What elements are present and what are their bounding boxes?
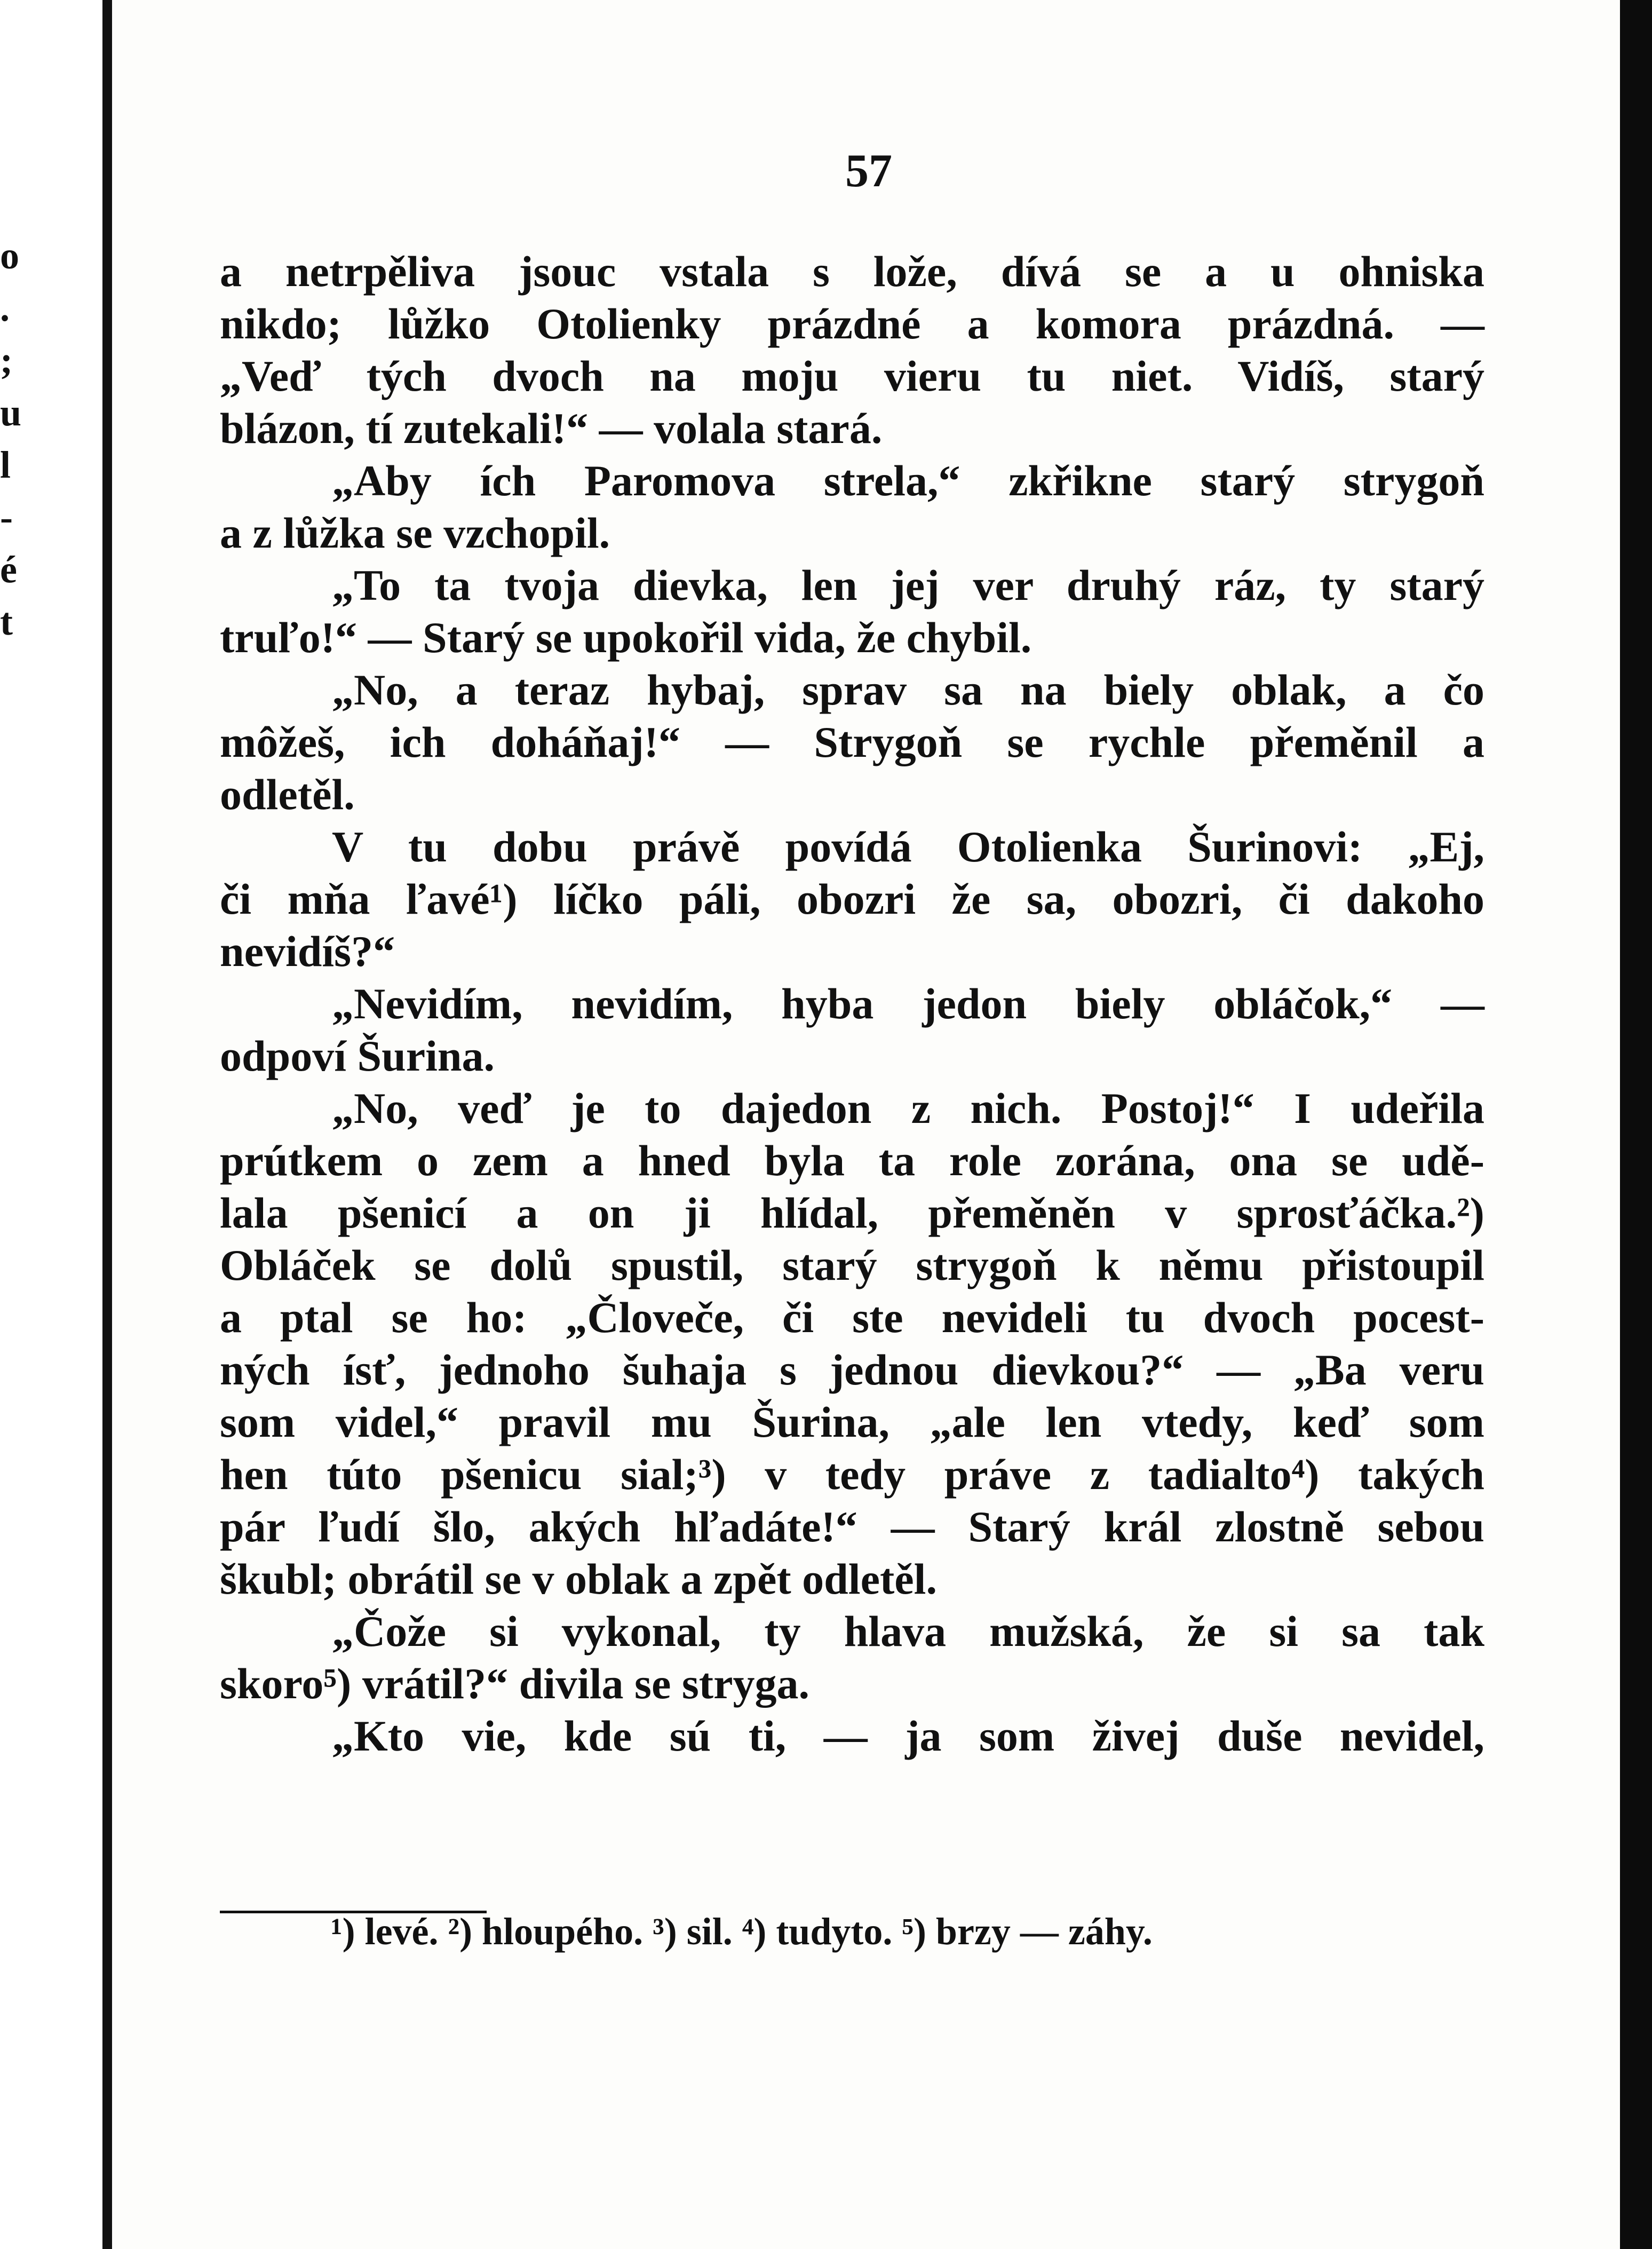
text-line: som videl,“ pravil mu Šurina, „ale len vtedy, keď som bbox=[220, 1398, 1484, 1446]
text-line: ných ísť, jednoho šuhaja s jednou dievkou?“ — „Ba veru bbox=[220, 1345, 1484, 1394]
text-line: Obláček se dolů spustil, starý strygoň k němu přistoupil bbox=[220, 1241, 1484, 1289]
text-line: skoro⁵) vrátil?“ divila se stryga. bbox=[220, 1659, 809, 1708]
footnotes: ¹) levé. ²) hloupého. ³) sil. ⁴) tudyto. ⁵) brzy — záhy. bbox=[331, 1910, 1153, 1953]
text-line: truľo!“ — Starý se upokořil vida, že chybil. bbox=[220, 613, 1032, 662]
text-line: a netrpěliva jsouc vstala s lože, dívá se a u ohniska bbox=[220, 247, 1484, 296]
text-line: pár ľudí šlo, akých hľadáte!“ — Starý král zlostně sebou bbox=[220, 1502, 1484, 1551]
body-text bbox=[220, 246, 1484, 1762]
text-line: či mňa ľavé¹) líčko páli, obozri že sa, obozri, či dakoho bbox=[220, 875, 1484, 923]
text-line: „No, a teraz hybaj, sprav sa na biely oblak, a čo bbox=[332, 666, 1484, 714]
text-line: hen túto pšenicu sial;³) v tedy práve z tadialto⁴) takých bbox=[220, 1450, 1484, 1499]
margin-fragment: u bbox=[0, 391, 22, 434]
text-line: „Aby ích Paromova strela,“ zkřikne starý strygoň bbox=[332, 456, 1484, 505]
text-line: odletěl. bbox=[220, 770, 355, 819]
text-line: nevidíš?“ bbox=[220, 927, 395, 976]
text-line: škubl; obrátil se v oblak a zpět odletěl. bbox=[220, 1555, 937, 1603]
margin-fragment: . bbox=[0, 287, 10, 329]
text-line: „Čože si vykonal, ty hlava mužská, že si sa tak bbox=[332, 1607, 1484, 1656]
page-number: 57 bbox=[845, 145, 892, 197]
text-line: lala pšenicí a on ji hlídal, přeměněn v sprosťáčka.²) bbox=[220, 1189, 1484, 1237]
text-line: „Nevidím, nevidím, hyba jedon biely obláčok,“ — bbox=[332, 979, 1484, 1028]
text-line: a ptal se ho: „Človeče, či ste nevideli tu dvoch pocest- bbox=[220, 1293, 1484, 1342]
margin-fragment: t bbox=[0, 600, 13, 643]
margin-fragment: é bbox=[0, 548, 17, 591]
text-line: „To ta tvoja dievka, len jej ver druhý ráz, ty starý bbox=[332, 561, 1484, 609]
previous-page-fragments bbox=[0, 229, 32, 648]
text-line: „Veď tých dvoch na moju vieru tu niet. Vidíš, starý bbox=[220, 352, 1484, 400]
text-line: V tu dobu právě povídá Otolienka Šurinovi: „Ej, bbox=[332, 822, 1484, 871]
page-border-right bbox=[1620, 0, 1652, 2249]
margin-fragment: - bbox=[0, 496, 13, 539]
margin-fragment: o bbox=[0, 234, 19, 277]
text-line: nikdo; lůžko Otolienky prázdné a komora prázdná. — bbox=[220, 299, 1484, 348]
margin-fragment: l bbox=[0, 444, 11, 486]
text-line: blázon, tí zutekali!“ — volala stará. bbox=[220, 404, 883, 453]
page-border-left bbox=[102, 0, 112, 2249]
text-line: a z lůžka se vzchopil. bbox=[220, 509, 610, 557]
text-line: „No, veď je to dajedon z nich. Postoj!“ I udeřila bbox=[332, 1084, 1484, 1133]
text-line: prútkem o zem a hned byla ta role zorána, ona se udě- bbox=[220, 1136, 1484, 1185]
text-line: môžeš, ich doháňaj!“ — Strygoň se rychle přeměnil a bbox=[220, 718, 1484, 766]
text-line: odpoví Šurina. bbox=[220, 1032, 495, 1080]
text-line: „Kto vie, kde sú ti, — ja som živej duše nevidel, bbox=[332, 1712, 1484, 1760]
margin-fragment: ; bbox=[0, 339, 13, 382]
